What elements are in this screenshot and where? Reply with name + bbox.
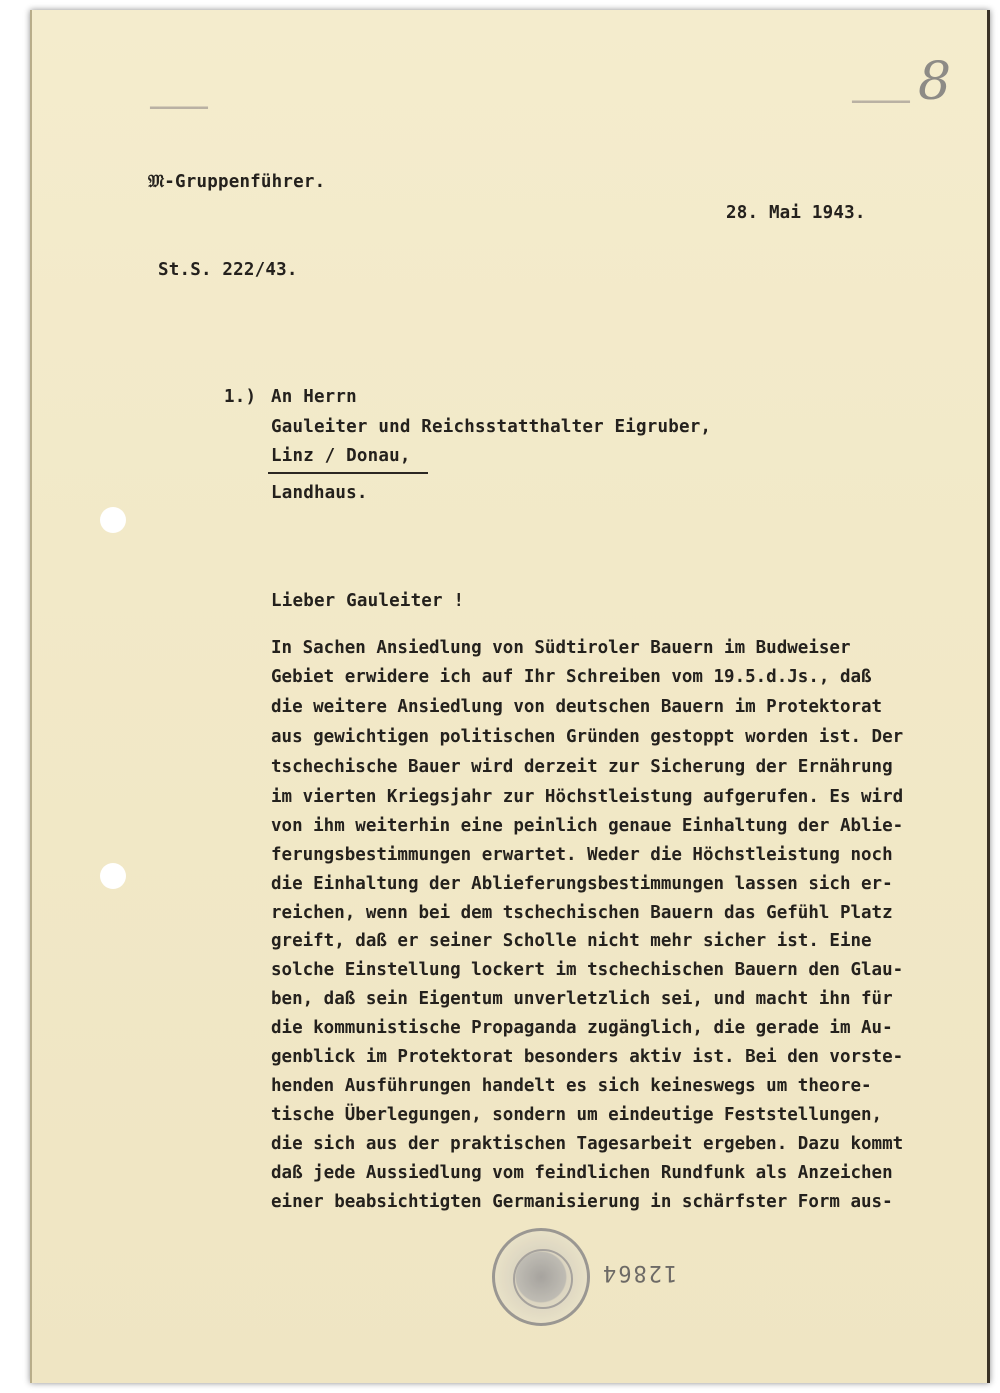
body-line: die weitere Ansiedlung von deutschen Bauern im Protektorat	[271, 697, 883, 717]
body-line: daß jede Aussiedlung vom feindlichen Rundfunk als Anzeichen	[271, 1163, 893, 1183]
body-line: einer beabsichtigten Germanisierung in schärfster Form aus-	[271, 1192, 893, 1212]
body-line: aus gewichtigen politischen Gründen gestoppt worden ist. Der	[271, 727, 904, 747]
sender-rank: 𝔐-Gruppenführer.	[148, 172, 326, 192]
body-line: greift, daß er seiner Scholle nicht mehr sicher ist. Eine	[271, 931, 872, 951]
body-line: henden Ausführungen handelt es sich keineswegs um theore-	[271, 1076, 872, 1096]
reference-number: St.S. 222/43.	[158, 260, 298, 280]
body-line: die sich aus der praktischen Tagesarbeit ergeben. Dazu kommt	[271, 1134, 904, 1154]
body-line: solche Einstellung lockert im tschechischen Bauern den Glau-	[271, 960, 904, 980]
archive-stamp-inner	[513, 1249, 573, 1309]
body-line: im vierten Kriegsjahr zur Höchstleistung aufgerufen. Es wird	[271, 787, 904, 807]
body-line: die Einhaltung der Ablieferungsbestimmungen lassen sich er-	[271, 874, 893, 894]
body-line: tische Überlegungen, sondern um eindeutige Feststellungen,	[271, 1105, 883, 1125]
enclosure-number: 1.)	[224, 387, 257, 407]
address-line-3: Linz / Donau,	[271, 446, 411, 466]
faint-letterhead-trace: ▁▁▁▁▁▁	[150, 90, 208, 109]
body-line: In Sachen Ansiedlung von Südtiroler Bauern im Budweiser	[271, 638, 851, 658]
body-line: genblick im Protektorat besonders aktiv ist. Bei den vorste-	[271, 1047, 904, 1067]
letter-date: 28. Mai 1943.	[726, 203, 866, 223]
body-line: reichen, wenn bei dem tschechischen Bauern das Gefühl Platz	[271, 903, 893, 923]
archive-number: 12864	[601, 1260, 678, 1285]
address-line-2: Gauleiter und Reichsstatthalter Eigruber,	[271, 417, 712, 437]
punch-hole-bottom	[100, 863, 126, 889]
address-underline	[268, 472, 428, 474]
body-line: Gebiet erwidere ich auf Ihr Schreiben vom 19.5.d.Js., daß	[271, 667, 872, 687]
address-line-1: An Herrn	[271, 387, 357, 407]
body-line: die kommunistische Propaganda zugänglich, die gerade im Au-	[271, 1018, 893, 1038]
page-number-mark: 8	[918, 52, 952, 112]
body-line: von ihm weiterhin eine peinlich genaue Einhaltung der Ablie-	[271, 816, 904, 836]
salutation: Lieber Gauleiter !	[271, 591, 465, 611]
faint-letterhead-trace-right: ▁▁▁▁▁▁	[852, 84, 910, 103]
body-line: ben, daß sein Eigentum unverletzlich sei, und macht ihn für	[271, 989, 893, 1009]
body-line: ferungsbestimmungen erwartet. Weder die Höchstleistung noch	[271, 845, 893, 865]
archive-stamp	[492, 1228, 590, 1326]
address-line-4: Landhaus.	[271, 483, 368, 503]
body-line: tschechische Bauer wird derzeit zur Sicherung der Ernährung	[271, 757, 893, 777]
punch-hole-top	[100, 507, 126, 533]
